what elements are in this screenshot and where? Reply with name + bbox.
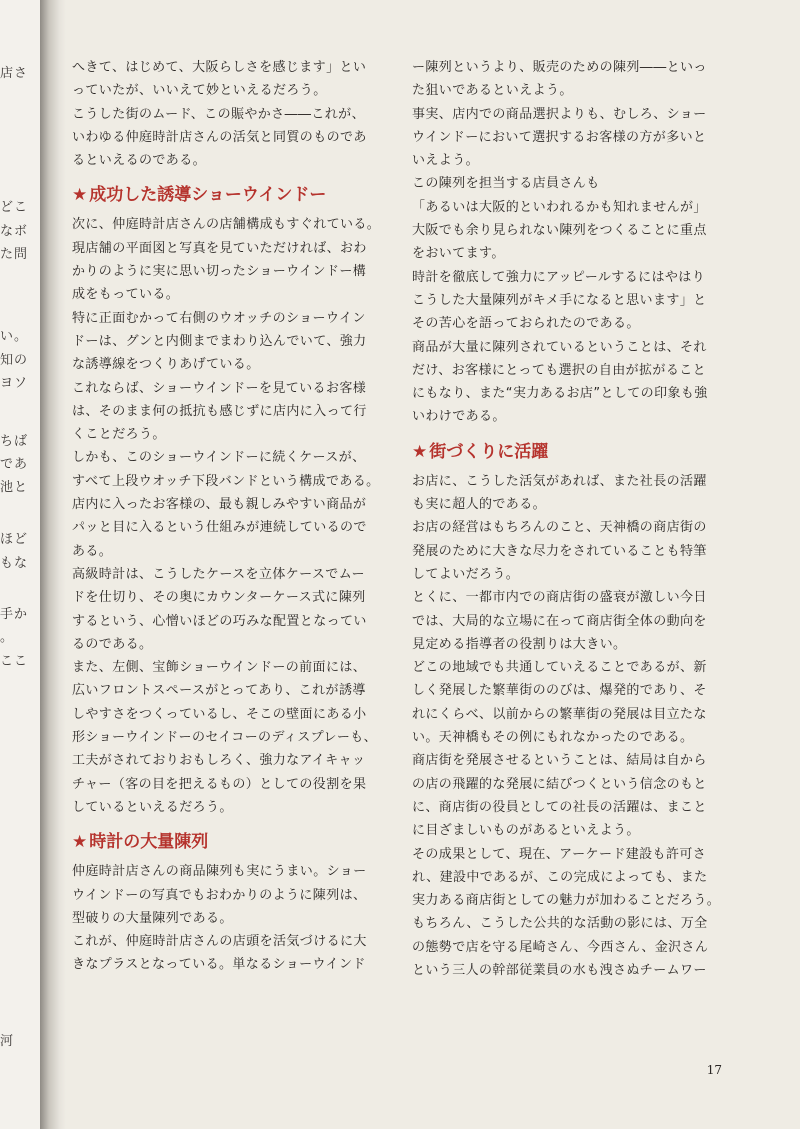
previous-page-fragment: た問 — [0, 247, 29, 262]
paragraph: こうした街のムード、この賑やかさ――これが、 いわゆる仲庭時計店さんの活気と同質のものであ るといえるのである。 — [72, 106, 367, 169]
section-heading-mass-display: ★ 時計の大量陳列 — [72, 832, 209, 853]
paragraph: これならば、ショーウインドーを見ているお客様 は、そのまま何の抵抗も感じずに店内に入って行 くことだろう。 — [72, 380, 367, 443]
paragraph: 次に、仲庭時計店さんの店舗構成もすぐれている。 現店舗の平面図と写真を見ていただければ、おわ かりのように実に思い切ったショーウインドー構 成をもっている。 — [72, 217, 381, 303]
page-number: 17 — [706, 1063, 722, 1077]
previous-page-fragment: 手か — [0, 607, 29, 622]
paragraph: 事実、店内での商品選択よりも、むしろ、ショー ウインドーにおいて選択するお客様の方が多いと いえよう。 — [412, 106, 707, 169]
star-icon: ★ — [412, 441, 428, 462]
paragraph: また、左側、宝飾ショーウインドーの前面には、 広いフロントスペースがとってあり、これが誘導 しやすさをつくっているし、そこの壁面にある小 形ショーウインドーのセイコーのディスプレーも、 工夫がされておりおもしろく、強力なアイキャッ チャー（客の目を把えるもの）としての役割を果 しているといえるだろう。 — [72, 660, 378, 815]
paragraph: 商店街を発展させるということは、結局は自から の店の飛躍的な発展に結びつくという信念のもと に、商店街の役員としての社長の活躍は、まこと に目ざましいものがあるといえよう。 — [412, 753, 707, 839]
paragraph: その成果として、現在、アーケード建設も許可さ れ、建設中であるが、この完成によっても、また 実力ある商店街としての魅力が加わることだろう。 もちろん、こうした公共的な活動の影には、万全 の態勢で店を守る尾崎さん、今西さん、金沢さん という三人の幹部従業員の水も洩さぬチームワー — [412, 846, 721, 978]
paragraph: 特に正面むかって右側のウオッチのショーウイン ドーは、グンと内側までまわり込んでいて、強力 な誘導線をつくりあげている。 — [72, 310, 367, 373]
page-gutter — [40, 0, 66, 1129]
paragraph: お店の経営はもちろんのこと、天神橋の商店街の 発展のために大きな尽力をされていることも特筆 してよいだろう。 — [412, 520, 707, 582]
paragraph: この陳列を担当する店員さんも 「あるいは大阪的といわれるかも知れませんが」 大阪でも余り見られない陳列をつくることに重点 をおいてます。 時計を徹底して強力にアッピールするにはやはり こうした大量陳列がキメ手になると思います」と その苦心を語っておられたのである。 — [412, 176, 707, 332]
previous-page-fragment: であ — [0, 457, 29, 472]
paragraph: しかも、このショーウインドーに続くケースが、 すべて上段ウオッチ下段バンドという構成である。 店内に入ったお客様の、最も親しみやすい商品が パッと目に入るという仕組みが連続しているので ある。 — [72, 450, 380, 559]
paragraph: とくに、一都市内での商店街の盛衰が激しい今日 では、大局的な立場に在って商店街全体の動向を 見定める指導者の役割りは大きい。 — [412, 590, 707, 652]
previous-page-fragment: 池と — [0, 480, 29, 495]
paragraph: 商品が大量に陳列されているということは、それ だけ、お客様にとっても選択の自由が拡がること にもなり、また“実力あるお店”としての印象も強 いわけである。 — [412, 339, 708, 425]
previous-page-fragment: 知の — [0, 353, 29, 368]
previous-page-fragment: 店さ — [0, 66, 29, 81]
paragraph: 仲庭時計店さんの商品陳列も実にうまい。ショー ウインドーの写真でもおわかりのように陳列は、 型破りの大量陳列である。 — [72, 864, 367, 926]
section-heading-showwindow: ★ 成功した誘導ショーウインドー — [72, 185, 327, 206]
previous-page-fragment: 河 — [0, 1034, 15, 1049]
previous-page-fragment: 。 — [0, 630, 15, 645]
previous-page-fragment: なボ — [0, 224, 29, 239]
previous-page-fragment: ちば — [0, 434, 29, 449]
previous-page-fragment: もな — [0, 556, 29, 571]
paragraph: どこの地域でも共通していえることであるが、新 しく発展した繁華街ののびは、爆発的であり、そ れにくらべ、以前からの繁華街の発展は目立たな い。天神橋もその例にもれなかったのである。 — [412, 660, 707, 746]
star-icon: ★ — [72, 185, 88, 206]
paragraph: へきて、はじめて、大阪らしさを感じます」とい っていたが、いいえて妙といえるだろう。 — [72, 60, 367, 99]
previous-page-edge — [0, 0, 40, 1129]
previous-page-fragment: ヨソ — [0, 376, 29, 391]
previous-page-fragment: い。 — [0, 329, 29, 344]
right-column — [412, 56, 742, 982]
paragraph: お店に、こうした活気があれば、また社長の活躍 も実に超人的である。 — [412, 473, 707, 513]
paragraph: これが、仲庭時計店さんの店頭を活気づけるに大 きなプラスとなっている。単なるショーウインド — [72, 934, 367, 973]
star-icon: ★ — [72, 832, 88, 853]
left-column — [72, 56, 390, 977]
previous-page-fragment: ここ — [0, 654, 29, 669]
paragraph: ー陳列というより、販売のための陳列――といっ た狙いであるといえよう。 — [412, 60, 707, 99]
previous-page-fragment: ほど — [0, 532, 29, 547]
paragraph: 高級時計は、こうしたケースを立体ケースでムー ドを仕切り、その奥にカウンターケース式に陳列 するという、心憎いほどの巧みな配置となってい るのである。 — [72, 566, 367, 652]
previous-page-fragment: どこ — [0, 200, 29, 215]
section-heading-town-building: ★ 街づくりに活躍 — [412, 441, 549, 462]
